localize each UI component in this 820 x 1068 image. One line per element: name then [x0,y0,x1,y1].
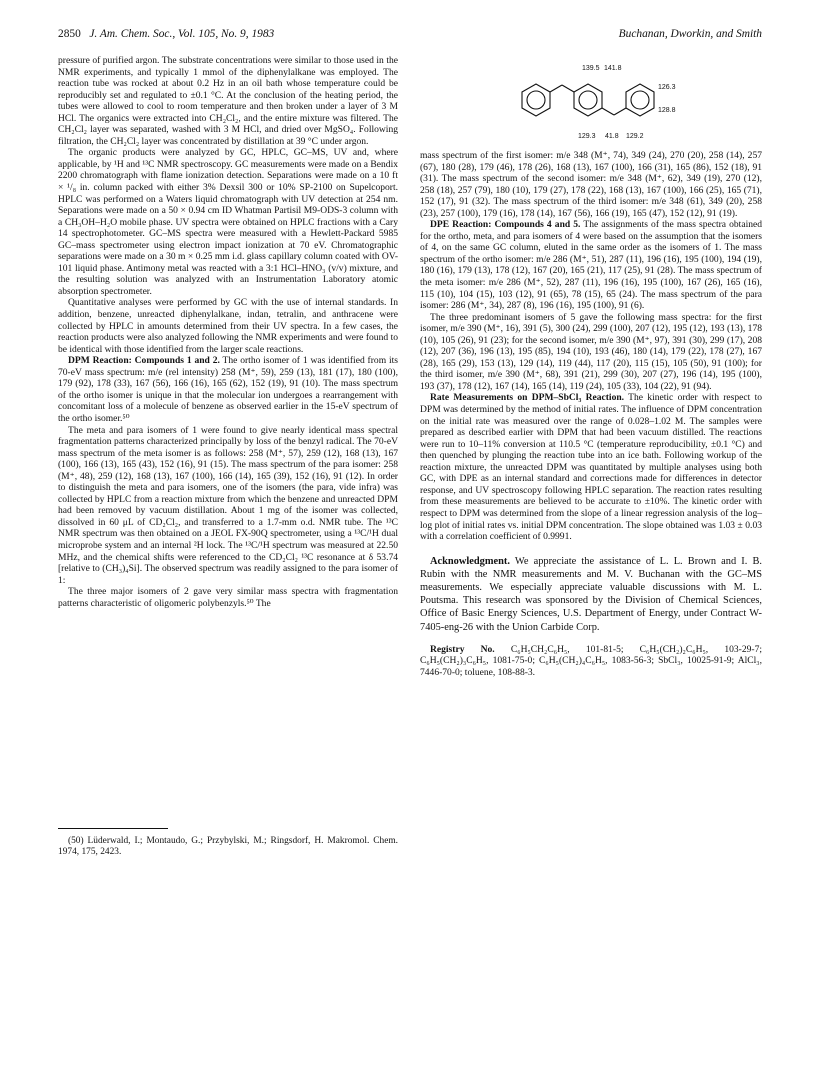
footnote [58,836,398,859]
aromatic-circle-3 [631,91,649,109]
shift-label-3: 126.3 [658,84,676,91]
right-column [420,150,762,678]
phenyl-ring-2 [574,84,602,116]
footnote-rule [58,828,168,829]
ch2-bond-3 [602,108,614,115]
page-number: 2850 [58,28,81,40]
header-left [58,28,274,40]
aromatic-circle-1 [527,91,545,109]
header-authors: Buchanan, Dworkin, and Smith [618,28,762,40]
structure-diagram [500,58,690,146]
paragraph-acknowledgment [420,555,762,634]
rate-heading: Rate Measurements on DPM–SbCl₃ Reaction. [430,392,625,404]
dpm-text-1: The ortho isomer of 1 was identified from its 70-eV mass spectrum: m/e (rel intensity) 258 (M⁺, 59), 259 (13), 181 (17), 180 (100), 179 (92), 178 (33), 167 (56), 166 (16), 165 (62), 152 (19), 91 (10). The mass spectrum of the ortho isomer is unique in that the molecular ion undergoes a rearrangement with concomitant loss of a molecule of benzene as observed earlier in the 15-eV spectrum of the ortho isomer.⁵⁰ [58,355,398,424]
registry-text: C₆H₅CH₂C₆H₅, 101-81-5; C₆H₅(CH₂)₂C₆H₅, 103-29-7; C₆H₅(CH₂)₃C₆H₅, 1081-75-0; C₆H₅(CH₂)₄C₆H₅, 1083-56-3; SbCl₃, 10025-91-9; AlCl₃, 7446-70-0; toluene, 108-88-3. [420,643,763,678]
registry-heading: Registry No. [430,643,495,655]
shift-label-5: 129.3 [578,133,596,140]
paragraph-dpe-reaction [420,219,762,311]
shift-label-1: 139.5 [582,65,600,72]
phenyl-ring-3 [626,84,654,116]
paragraph-dpm-reaction [58,355,398,424]
dpe-text-1: The assignments of the mass spectra obtained for the ortho, meta, and para isomers of 4 were based on the assumption that the isomers of 4, on the same GC column, eluted in the same order as the isomers of 1. The mass spectrum of the ortho isomer: m/e 286 (M⁺, 51), 287 (11), 196 (16), 195 (100), 194 (19), 180 (16), 179 (13), 178 (12), 167 (20), 165 (21), 117 (25), 91 (28). The mass spectrum of the meta isomer: m/e 286 (M⁺, 52), 287 (11), 196 (16), 195 (100), 167 (26), 165 (16), 115 (10), 104 (15), 103 (12), 91 (65), 78 (15), 65 (24). The mass spectrum of the para isomer: 286 (M⁺, 34), 287 (8), 196 (16), 195 (100), 91 (6). [420,219,763,312]
ch2-bond-4 [614,108,626,115]
ch2-bond-2 [562,85,574,92]
ch2-bond-1 [550,85,562,92]
footnote-50: (50) Lüderwald, I.; Montaudo, G.; Przybylski, M.; Ringsdorf, H. Makromol. Chem. 1974, 175, 2423. [58,836,398,858]
ack-text: We appreciate the assistance of L. L. Brown and I. B. Rubin with the NMR measurements and M. V. Buchanan with the GC–MS measurements. We especially appreciate valuable discussions with M. L. Poutsma. This research was sponsored by the Division of Chemical Sciences, Office of Basic Energy Sciences, U.S. Department of Energy, under Contract W-7405-eng-26 with the Union Carbide Corp. [420,555,762,633]
page-header [58,28,762,44]
journal-name: J. Am. Chem. Soc., [89,28,176,40]
shift-label-2: 141.8 [604,65,622,72]
rate-text: The kinetic order with respect to DPM was determined by the method of initial rates. The influence of DPM concentration on the initial rate was measured over the range of 0.028–1.02 M. The samples were prepared as described earlier with DPM that had been vacuum distilled. The reactions were run to 10–11% conversion at 110.5 °C (temperature reproducibility, ±0.1 °C) and then quenched by plunging the reaction tube into an ice bath. Following workup of the reaction mixture, the unreacted DPM was quantitated by multiple analyses using both GC, with DPE as an internal standard and corrections made for differences in detector response, and UV spectroscopy following HPLC separation. The reaction rates resulting from these measurements are believed to be accurate to ±10%. The kinetic order with respect to DPM was determined from the slope of a linear regression analysis of the log–log plot of initial rates vs. initial DPM concentration. The slope obtained was 1.03 ± 0.03 with a correlation coefficient of 0.9991. [420,392,762,543]
paragraph-dpm-isomers-2: The three major isomers of 2 gave very similar mass spectra with fragmentation patterns characteristic of oligomeric polybenzyls.⁵⁰ The [58,586,398,609]
shift-label-6: 41.8 [605,133,619,140]
shift-label-4: 128.8 [658,107,676,114]
paragraph-dpm-meta-para: The meta and para isomers of 1 were found to give nearly identical mass spectral fragmentation patterns characterized principally by loss of the benzyl radical. The 70-eV mass spectrum of the meta isomer is as follows: 258 (M⁺, 57), 259 (12), 168 (13), 167 (100), 166 (13), 165 (43), 152 (16), 91 (15). The mass spectrum of the para isomer: 258 (M⁺, 48), 259 (12), 168 (13), 167 (100), 166 (14), 165 (39), 152 (16), 91 (12). In order to distinguish the meta and para isomers, one of the isomers (the para, vide infra) was collected by HPLC from a reaction mixture from which the benzene and unreacted DPM had been removed by vacuum distillation. About 1 mg of the isomer was collected, dissolved in 60 μL of CD₂Cl₂, and transferred to a 1.7-mm o.d. NMR tube. The ¹³C NMR spectrum was then obtained on a JEOL FX-90Q spectrometer, using a ¹³C/¹H dual microprobe system and an internal ²H lock. The ¹³C/¹H spectrum was measured at 22.50 MHz, and the chemical shifts were referenced to the CD₂Cl₂ ¹³C resonance at δ 53.74 [relative to (CH₃)₄Si]. The observed spectrum was readily assigned to the para isomer of 1: [58,424,398,586]
left-column [58,55,398,609]
para-isomer-structure [500,58,690,146]
aromatic-circle-2 [579,91,597,109]
paragraph-dpe-isomers-5: The three predominant isomers of 5 gave the following mass spectra: for the first isomer, m/e 390 (M⁺, 16), 391 (5), 300 (24), 299 (100), 207 (12), 195 (12), 193 (13), 178 (10), 105 (26), 91 (23); for the second isomer, m/e 390 (M⁺, 97), 391 (30), 299 (17), 208 (12), 207 (36), 196 (13), 195 (85), 194 (10), 193 (46), 180 (14), 179 (22), 178 (27), 167 (28), 165 (29), 153 (13), 129 (14), 119 (44), 117 (20), 115 (15), 105 (50), 91 (100); for the third isomer, m/e 390 (M⁺, 68), 391 (21), 299 (30), 207 (27), 196 (14), 195 (100), 193 (37), 178 (12), 167 (14), 165 (14), 119 (24), 105 (33), 104 (22), 91 (94). [420,311,762,392]
paragraph-registry [420,644,762,679]
ack-heading: Acknowledgment. [430,555,510,567]
paragraph-isomers-2-spectra: mass spectrum of the first isomer: m/e 348 (M⁺, 74), 349 (24), 270 (20), 258 (14), 257 (67), 180 (28), 179 (46), 178 (26), 168 (13), 167 (100), 166 (31), 165 (86), 152 (18), 91 (31). The mass spectrum of the second isomer: m/e 348 (M⁺, 62), 349 (19), 270 (12), 258 (18), 257 (79), 180 (10), 179 (27), 178 (22), 168 (13), 167 (100), 166 (25), 165 (71), 152 (17), 91 (32). The mass spectrum of the third isomer: m/e 348 (61), 349 (20), 258 (23), 257 (100), 179 (16), 178 (14), 167 (56), 166 (19), 165 (47), 152 (12), 91 (19). [420,150,762,219]
dpe-heading: DPE Reaction: Compounds 4 and 5. [430,219,581,231]
shift-label-7: 129.2 [626,133,644,140]
dpm-heading: DPM Reaction: Compounds 1 and 2. [68,355,220,367]
paragraph-rate-measurements [420,392,762,542]
paragraph-experimental-2: The organic products were analyzed by GC, HPLC, GC–MS, UV and, where applicable, by ¹H and ¹³C NMR spectroscopy. GC measurements were made on a Bendix 2200 chromatograph with flame ionization detection. Separations were made on a 10 ft × ¹/₈ in. column packed with either 3% Dexsil 300 or 10% SP-2100 on Supelcoport. HPLC was performed on a Waters liquid chromatograph with UV detection at 254 nm. Separations were made on a 50 × 0.94 cm ID Whatman Partisil M9-ODS-3 column with a CH₃OH–H₂O mobile phase. UV spectra were obtained on HPLC fractions with a Cary 14 spectrophotometer. GC–MS spectra were measured with a Hewlett-Packard 5985 GC–mass spectrometer using electron impact ionization at 70 eV. Chromatographic separations were made on a 30 m × 0.25 mm i.d. glass capillary column coated with OV-101 liquid phase. Antimony metal was reacted with a 3:1 HCl–HNO₃ (v/v) mixture, and the resulting solution was analyzed with an Instrumentation Laboratory atomic absorption spectrometer. [58,147,398,297]
paragraph-experimental-3: Quantitative analyses were performed by GC with the use of internal standards. In addition, benzene, unreacted diphenylalkane, indan, tetralin, and anthracene were collected by HPLC in amounts determined from their UV spectra. In a few cases, the reaction products were also analyzed following the NMR experiments and were found to be identical with those identified from the larger scale reactions. [58,297,398,355]
paragraph-experimental-1: pressure of purified argon. The substrate concentrations were similar to those used in the NMR experiments, and typically 1 mmol of the diphenylalkane was employed. The reaction tube was rocked at about 0.2 Hz in an oil bath whose temperature could be reproducibly set and regulated to ±0.1 °C. At the conclusion of the heating period, the tubes were allowed to cool to room temperature and then broken under a layer of 3 M HCl. The organics were extracted into CH₂Cl₂, and the entire mixture was filtered. The CH₂Cl₂ layer was separated, washed with 3 M HCl, and dried over MgSO₄. Following filtration, the CH₂Cl₂ layer was concentrated by distillation at 39 °C under argon. [58,55,398,147]
volume-info: Vol. 105, No. 9, 1983 [178,28,275,40]
phenyl-ring-1 [522,84,550,116]
